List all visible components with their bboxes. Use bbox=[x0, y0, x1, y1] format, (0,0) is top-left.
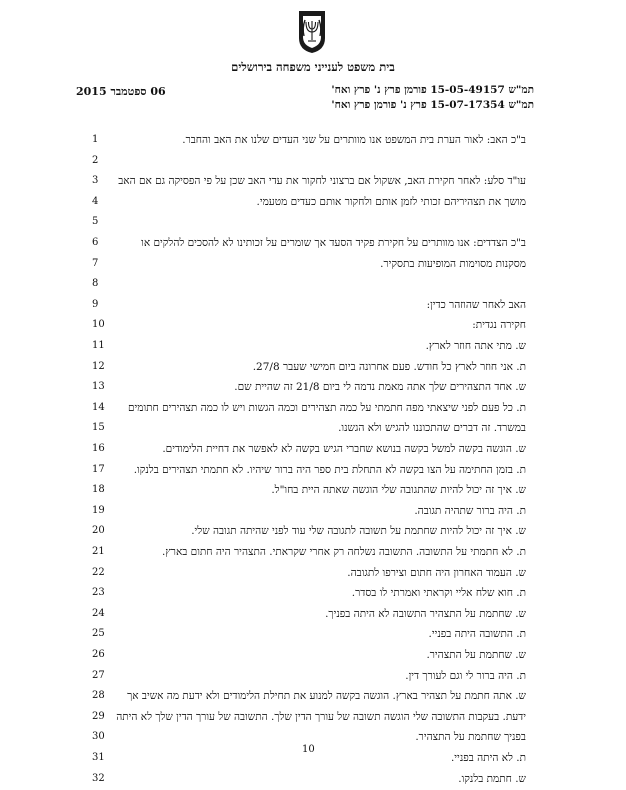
line-number: 26 bbox=[92, 649, 105, 660]
transcript-line bbox=[0, 461, 626, 481]
transcript-line bbox=[0, 255, 626, 275]
line-text: ש. הוגשה בקשה למשל בקשה בנושא שחברי הגיש בקשה לא לאפשר את דחיית הלימודים. bbox=[162, 443, 526, 455]
line-text: ת. היה ברור לי וגם לעורך דין. bbox=[405, 669, 526, 682]
line-text: ש. אתה חתמת על תצהיר בארץ. הוגשה בקשה למנוע את תחילת הלימודים ולא ידעת מה אשיב אך bbox=[127, 690, 526, 703]
transcript-line bbox=[0, 131, 626, 151]
transcript-line bbox=[0, 172, 626, 192]
line-text: מושך את תצהיריהם זכותי לזמן אותם ולחקור אותם כעדים מטעמי. bbox=[256, 195, 526, 208]
line-text: ידעת. בעקבות התשובה שלי הוגשה תשובה של עורך הדין שלך. התשובה של עורך הדין שלך לא היתה bbox=[116, 710, 526, 723]
transcript-line bbox=[0, 605, 626, 625]
transcript-line bbox=[0, 708, 626, 728]
line-number: 23 bbox=[92, 587, 105, 599]
line-text: ת. חוא שלח אליי וקראתי ואמרתי לו בסדר. bbox=[351, 587, 526, 600]
line-text: חקירה נגדית: bbox=[472, 319, 526, 332]
line-number: 22 bbox=[92, 566, 105, 578]
line-text: ש. חתמת בלנקו. bbox=[458, 772, 526, 785]
line-text: ש. שחתמת על התצהיר התשובה לא היתה בפניך. bbox=[325, 607, 526, 620]
line-number: 28 bbox=[92, 690, 105, 702]
line-number: 5 bbox=[92, 216, 99, 228]
line-text: במשרד. זה דברים שהתכוננו להגיש ולא הגשנו. bbox=[338, 422, 526, 435]
line-text: האב לאחר שהוזהר כדין: bbox=[426, 298, 526, 311]
line-number: 1 bbox=[92, 134, 99, 145]
line-number: 20 bbox=[92, 525, 105, 537]
line-text: ת. כל פעם לפני שיצאתי מפה חתמתי על כמה תצהירים וכמה הגשות ויש לו כמה תצהירים חתומים bbox=[127, 401, 526, 414]
line-text: ת. התשובה היתה בפניי. bbox=[428, 628, 526, 641]
line-number: 19 bbox=[92, 504, 105, 516]
transcript-line bbox=[0, 522, 626, 542]
court-name: בית משפט לענייני משפחה בירושלים bbox=[231, 60, 395, 74]
line-text: עו"ד סלע: לאחר חקירת האב, אשקול אם ברצוני לחקור את עדי האב שכן על פי הפסיקה גם אם האב bbox=[118, 175, 526, 188]
line-text: ת. לא חתמתי על התשובה. התשובה נשלחה רק אחרי שקראתי. התצהיר היה חתום בארץ. bbox=[162, 546, 526, 558]
line-text: ת. לא היתה בפניי. bbox=[450, 752, 526, 764]
line-number: 15 bbox=[92, 422, 105, 434]
line-text: ש. אחד התצהירים שלך אתה מאמת נדמה לי ביום 21/8 זה שהיית שם. bbox=[234, 381, 526, 394]
transcript-line bbox=[0, 646, 626, 666]
line-number: 4 bbox=[92, 195, 99, 207]
line-number: 30 bbox=[92, 731, 105, 743]
transcript-line bbox=[0, 770, 626, 790]
transcript-line bbox=[0, 502, 626, 522]
line-text: מסקנות מסוימות המופיעות בתסקיר. bbox=[380, 257, 526, 270]
line-number: 13 bbox=[92, 381, 105, 393]
case-line: תמ"ש 15-05-49157 פורמן פרץ נ' פרץ ואח' bbox=[331, 84, 534, 96]
line-text: ש. שחתמת על התצהיר. bbox=[426, 649, 526, 661]
line-number: 27 bbox=[92, 669, 105, 681]
line-text: ת. היה ברור שתהיה תגובה. bbox=[414, 504, 526, 517]
transcript-line bbox=[0, 564, 626, 584]
line-number: 3 bbox=[92, 175, 99, 187]
line-number: 2 bbox=[92, 154, 99, 166]
line-number: 16 bbox=[92, 443, 105, 454]
case-line: תמ"ש 15-07-17354 פרץ נ' פורמן פרץ ואח' bbox=[331, 99, 534, 111]
line-number: 7 bbox=[92, 257, 99, 269]
line-text: בפניך שחתמת על התצהיר. bbox=[415, 731, 526, 744]
transcript-line bbox=[0, 296, 626, 316]
line-number: 24 bbox=[92, 607, 105, 619]
line-number: 29 bbox=[92, 710, 105, 722]
transcript-line bbox=[0, 213, 626, 233]
transcript-line bbox=[0, 419, 626, 439]
line-number: 9 bbox=[92, 298, 99, 310]
line-text: ב"כ האב: לאור הערת בית המשפט אנו מוותרים על שני העדים שלנו את האב והחבר. bbox=[182, 134, 526, 146]
line-number: 31 bbox=[92, 752, 105, 763]
line-text: ת. בזמן החתימה על הצו בקשה לא התחלת בית ספר היה ברור שיהיו. לא חתמתי תצהירים בלנקו. bbox=[133, 463, 526, 476]
transcript-line bbox=[0, 481, 626, 501]
hearing-date: 06 ספטמבר 2015 bbox=[76, 85, 166, 98]
transcript-line bbox=[0, 193, 626, 213]
transcript-line bbox=[0, 584, 626, 604]
transcript-line bbox=[0, 667, 626, 687]
transcript-line bbox=[0, 543, 626, 563]
line-text: ש. העמוד האחרון היה חתום וצירפו לתגובה. bbox=[347, 566, 526, 579]
transcript-line bbox=[0, 316, 626, 336]
transcript-line bbox=[0, 152, 626, 172]
line-number: 6 bbox=[92, 237, 99, 248]
line-number: 10 bbox=[92, 319, 105, 331]
line-text: ת. אני חוזר לארץ כל חודש. פעם אחרונה ביום חמישי שעבר 27/8. bbox=[252, 360, 526, 373]
transcript-line bbox=[0, 234, 626, 254]
transcript-line bbox=[0, 275, 626, 295]
line-number: 32 bbox=[92, 772, 105, 784]
transcript-line bbox=[0, 358, 626, 378]
line-number: 18 bbox=[92, 484, 105, 496]
transcript-line bbox=[0, 687, 626, 707]
line-number: 17 bbox=[92, 463, 105, 475]
transcript-line bbox=[0, 440, 626, 460]
transcript-line bbox=[0, 378, 626, 398]
line-number: 14 bbox=[92, 401, 105, 413]
line-number: 21 bbox=[92, 546, 105, 557]
line-text: ש. מתי אתה חוזר לארץ. bbox=[425, 340, 526, 352]
page-number: 10 bbox=[302, 744, 315, 755]
line-number: 25 bbox=[92, 628, 105, 640]
line-text: ש. איך זה יכול להיות שחתמת על תשובה לתגובה שלי עוד לפני שהיתה תגובה שלי. bbox=[191, 525, 526, 538]
transcript-line bbox=[0, 337, 626, 357]
line-number: 11 bbox=[92, 340, 105, 351]
line-text: ש. איך זה יכול להיות שהתגובה שלי הוגשה שאתה היית בחו"ל. bbox=[271, 484, 526, 497]
transcript-line bbox=[0, 399, 626, 419]
line-number: 12 bbox=[92, 360, 105, 372]
line-text: ב"כ הצדדים: אנו מוותרים על חקירת פקיד הסעד אך שומרים על זכותינו לא להסכים להלקים או bbox=[141, 237, 526, 249]
transcript-line bbox=[0, 625, 626, 645]
line-number: 8 bbox=[92, 278, 99, 290]
